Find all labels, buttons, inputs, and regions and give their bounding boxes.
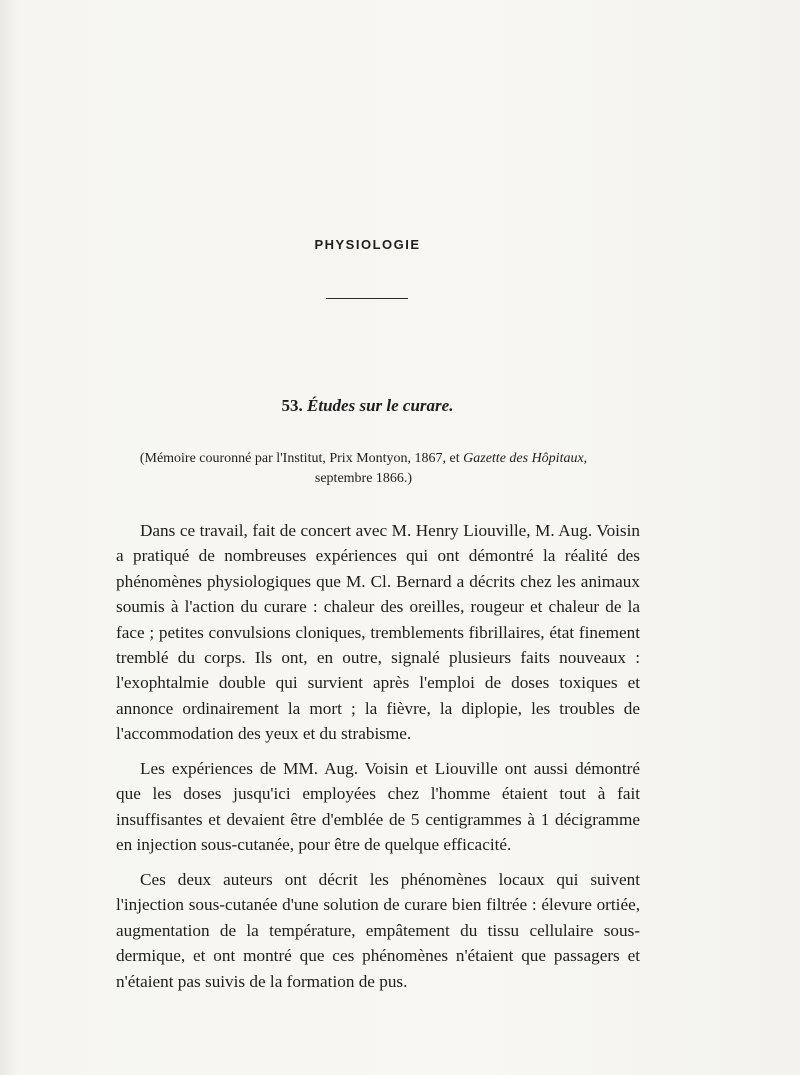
paragraph-3	[116, 867, 640, 994]
article-title	[0, 396, 735, 416]
paragraph-3-text: Ces deux auteurs ont décrit les phénomènes locaux qui suivent l'injection sous-cutanée d'une solution de curare bien filtrée : élevure ortiée, augmentation de la température, empâtement du tissu cellulaire sous-dermique, et ont montré que ces phénomènes n'étaient que passagers et n'étaient pas suivis de la formation de pus.	[116, 870, 640, 991]
paragraph-1-text: Dans ce travail, fait de concert avec M. Henry Liouville, M. Aug. Voisin a pratiqué de nombreuses expériences qui ont démontré la réalité des phénomènes physiologiques que M. Cl. Bernard a décrits chez les animaux soumis à l'action du curare : chaleur des oreilles, rougeur et chaleur de la face ; petites convulsions cloniques, tremblements fibrillaires, état finement tremblé du corps. Ils ont, en outre, signalé plusieurs faits nouveaux : l'exophtalmie double qui survient après l'emploi de doses toxiques et annonce ordinairement la mort ; la fièvre, la diplopie, les troubles de l'accommodation des yeux et du strabisme.	[116, 521, 640, 744]
citation-journal: Gazette des Hôpitaux,	[463, 451, 588, 466]
paragraph-1	[116, 518, 640, 747]
article-title-text: Études sur le curare.	[307, 396, 454, 415]
paragraph-2-text: Les expériences de MM. Aug. Voisin et Liouville ont aussi démontré que les doses jusqu'ici employées chez l'homme étaient tout à fait insuffisantes et devaient être d'emblée de 5 centigrammes à 1 décigramme en injection sous-cutanée, pour être de quelque efficacité.	[116, 759, 640, 855]
citation-suffix: septembre 1866.)	[314, 471, 413, 486]
heading-rule	[326, 298, 408, 299]
article-number: 53.	[281, 396, 303, 415]
article-citation	[85, 449, 642, 489]
paragraph-2	[116, 756, 640, 858]
citation-prefix: (Mémoire couronné par l'Institut, Prix Montyon, 1867, et	[139, 451, 460, 466]
section-heading: PHYSIOLOGIE	[314, 237, 421, 252]
